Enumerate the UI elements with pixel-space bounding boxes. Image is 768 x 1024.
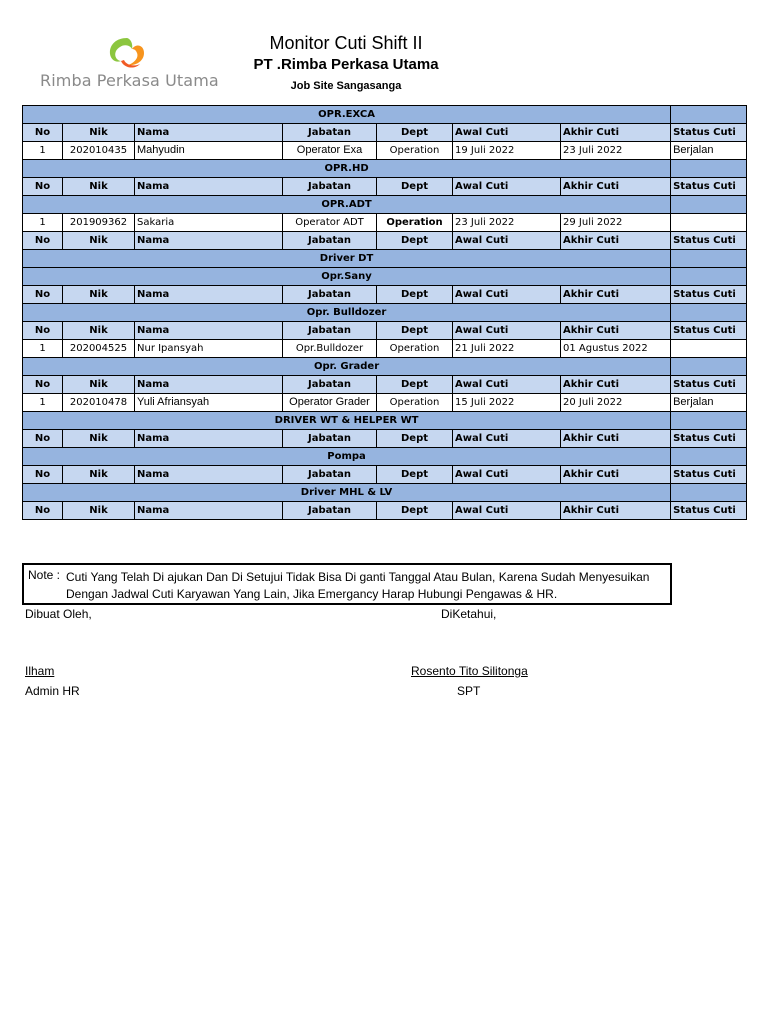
section-blank-cell	[671, 448, 747, 466]
column-header: Status Cuti	[671, 322, 747, 340]
table-cell: Yuli Afriansyah	[135, 394, 283, 412]
column-header: Nik	[63, 466, 135, 484]
section-row	[23, 250, 747, 268]
section-title: Driver MHL & LV	[23, 484, 671, 502]
table-cell: Operation	[377, 340, 453, 358]
column-header: Akhir Cuti	[561, 232, 671, 250]
table-cell: 19 Juli 2022	[453, 142, 561, 160]
column-header: Status Cuti	[671, 286, 747, 304]
section-row	[23, 268, 747, 286]
column-header: Nik	[63, 376, 135, 394]
column-header: No	[23, 502, 63, 520]
header-row	[23, 502, 747, 520]
table-cell: 1	[23, 142, 63, 160]
table-cell: 21 Juli 2022	[453, 340, 561, 358]
column-header: No	[23, 466, 63, 484]
column-header: Status Cuti	[671, 232, 747, 250]
column-header: Jabatan	[283, 232, 377, 250]
column-header: Akhir Cuti	[561, 430, 671, 448]
page-title: Monitor Cuti Shift II	[269, 33, 423, 53]
table-row	[23, 394, 747, 412]
column-header: Awal Cuti	[453, 502, 561, 520]
signer-right-role: SPT	[457, 684, 481, 698]
column-header: Nama	[135, 232, 283, 250]
column-header: Nama	[135, 502, 283, 520]
table-cell: Operation	[377, 214, 453, 232]
column-header: Awal Cuti	[453, 466, 561, 484]
column-header: Jabatan	[283, 322, 377, 340]
column-header: Dept	[377, 232, 453, 250]
table-cell: Operator Grader	[283, 394, 377, 412]
column-header: Nik	[63, 430, 135, 448]
signer-left-name: Ilham	[25, 664, 55, 678]
table-cell: Operator Exa	[283, 142, 377, 160]
section-blank-cell	[671, 484, 747, 502]
section-row	[23, 106, 747, 124]
column-header: Akhir Cuti	[561, 502, 671, 520]
section-row	[23, 304, 747, 322]
table-cell: Operation	[377, 142, 453, 160]
column-header: Status Cuti	[671, 466, 747, 484]
column-header: No	[23, 124, 63, 142]
column-header: Akhir Cuti	[561, 124, 671, 142]
column-header: Awal Cuti	[453, 430, 561, 448]
header-row	[23, 376, 747, 394]
section-blank-cell	[671, 106, 747, 124]
table-cell: 15 Juli 2022	[453, 394, 561, 412]
header-row	[23, 466, 747, 484]
column-header: Nik	[63, 124, 135, 142]
signer-left-role: Admin HR	[25, 684, 80, 698]
column-header: No	[23, 286, 63, 304]
table-cell: Nur Ipansyah	[135, 340, 283, 358]
job-site: Job Site Sangasanga	[290, 80, 402, 92]
table-cell: 201909362	[63, 214, 135, 232]
table-cell: 23 Juli 2022	[453, 214, 561, 232]
section-title: OPR.EXCA	[23, 106, 671, 124]
section-blank-cell	[671, 250, 747, 268]
column-header: Status Cuti	[671, 124, 747, 142]
table-cell: 29 Juli 2022	[561, 214, 671, 232]
section-row	[23, 448, 747, 466]
column-header: Dept	[377, 502, 453, 520]
note-label: Note :	[28, 568, 61, 582]
column-header: Akhir Cuti	[561, 376, 671, 394]
column-header: Dept	[377, 466, 453, 484]
column-header: No	[23, 430, 63, 448]
column-header: Akhir Cuti	[561, 322, 671, 340]
logo-text: Rimba Perkasa Utama	[40, 71, 219, 90]
table-cell: Berjalan	[671, 394, 747, 412]
table-cell: Berjalan	[671, 142, 747, 160]
section-blank-cell	[671, 304, 747, 322]
section-title: Opr. Bulldozer	[23, 304, 671, 322]
table-cell: Sakaria	[135, 214, 283, 232]
section-title: Opr. Grader	[23, 358, 671, 376]
column-header: Nik	[63, 178, 135, 196]
section-title: OPR.HD	[23, 160, 671, 178]
signer-right-name: Rosento Tito Silitonga	[411, 664, 528, 678]
column-header: Jabatan	[283, 178, 377, 196]
column-header: Nama	[135, 376, 283, 394]
column-header: Awal Cuti	[453, 178, 561, 196]
section-row	[23, 412, 747, 430]
table-cell: 20 Juli 2022	[561, 394, 671, 412]
company-name: PT .Rimba Perkasa Utama	[253, 56, 439, 73]
column-header: Akhir Cuti	[561, 286, 671, 304]
column-header: Awal Cuti	[453, 322, 561, 340]
note-box	[22, 563, 672, 605]
column-header: Status Cuti	[671, 430, 747, 448]
table-row	[23, 214, 747, 232]
section-blank-cell	[671, 358, 747, 376]
column-header: Akhir Cuti	[561, 178, 671, 196]
column-header: No	[23, 178, 63, 196]
section-blank-cell	[671, 268, 747, 286]
note-line-2: Dengan Jadwal Cuti Karyawan Yang Lain, Jika Emergancy Harap Hubungi Pengawas & HR.	[66, 587, 558, 601]
column-header: Nama	[135, 178, 283, 196]
section-blank-cell	[671, 196, 747, 214]
table-cell	[671, 214, 747, 232]
section-title: OPR.ADT	[23, 196, 671, 214]
column-header: Jabatan	[283, 430, 377, 448]
column-header: Nama	[135, 124, 283, 142]
table-cell	[671, 340, 747, 358]
section-title: Driver DT	[23, 250, 671, 268]
table-cell: 1	[23, 214, 63, 232]
column-header: Nama	[135, 286, 283, 304]
table-cell: 202010435	[63, 142, 135, 160]
table-row	[23, 142, 747, 160]
created-by-caption: Dibuat Oleh,	[25, 607, 92, 621]
section-row	[23, 484, 747, 502]
header-row	[23, 124, 747, 142]
column-header: Dept	[377, 178, 453, 196]
header-row	[23, 430, 747, 448]
column-header: Jabatan	[283, 124, 377, 142]
table-cell: 1	[23, 394, 63, 412]
column-header: Status Cuti	[671, 178, 747, 196]
header-row	[23, 178, 747, 196]
section-title: Pompa	[23, 448, 671, 466]
column-header: Awal Cuti	[453, 376, 561, 394]
column-header: Awal Cuti	[453, 286, 561, 304]
table-cell: 202004525	[63, 340, 135, 358]
acknowledged-by-caption: DiKetahui,	[441, 607, 497, 621]
table-cell: 1	[23, 340, 63, 358]
column-header: Status Cuti	[671, 376, 747, 394]
column-header: No	[23, 322, 63, 340]
section-row	[23, 196, 747, 214]
column-header: No	[23, 232, 63, 250]
section-row	[23, 160, 747, 178]
header-row	[23, 286, 747, 304]
column-header: Jabatan	[283, 376, 377, 394]
column-header: Nik	[63, 286, 135, 304]
header-row	[23, 322, 747, 340]
column-header: Status Cuti	[671, 502, 747, 520]
column-header: Nama	[135, 466, 283, 484]
header-row	[23, 232, 747, 250]
column-header: Jabatan	[283, 286, 377, 304]
table-cell: 202010478	[63, 394, 135, 412]
section-row	[23, 358, 747, 376]
table-cell: 01 Agustus 2022	[561, 340, 671, 358]
table-cell: Opr.Bulldozer	[283, 340, 377, 358]
column-header: Jabatan	[283, 502, 377, 520]
column-header: Awal Cuti	[453, 232, 561, 250]
table-cell: Mahyudin	[135, 142, 283, 160]
column-header: Nama	[135, 322, 283, 340]
leave-monitor-table	[22, 105, 747, 520]
column-header: Dept	[377, 124, 453, 142]
column-header: Dept	[377, 322, 453, 340]
column-header: Akhir Cuti	[561, 466, 671, 484]
column-header: Nama	[135, 430, 283, 448]
column-header: Nik	[63, 322, 135, 340]
column-header: Dept	[377, 286, 453, 304]
column-header: Awal Cuti	[453, 124, 561, 142]
note-line-1: Cuti Yang Telah Di ajukan Dan Di Setujui Tidak Bisa Di ganti Tanggal Atau Bulan, Karena Sudah Menyesuikan	[66, 570, 650, 584]
table-row	[23, 340, 747, 358]
column-header: Dept	[377, 430, 453, 448]
section-title: DRIVER WT & HELPER WT	[23, 412, 671, 430]
column-header: Nik	[63, 502, 135, 520]
column-header: No	[23, 376, 63, 394]
section-blank-cell	[671, 412, 747, 430]
column-header: Nik	[63, 232, 135, 250]
section-title: Opr.Sany	[23, 268, 671, 286]
table-cell: Operation	[377, 394, 453, 412]
table-cell: 23 Juli 2022	[561, 142, 671, 160]
table-cell: Operator ADT	[283, 214, 377, 232]
column-header: Dept	[377, 376, 453, 394]
section-blank-cell	[671, 160, 747, 178]
column-header: Jabatan	[283, 466, 377, 484]
